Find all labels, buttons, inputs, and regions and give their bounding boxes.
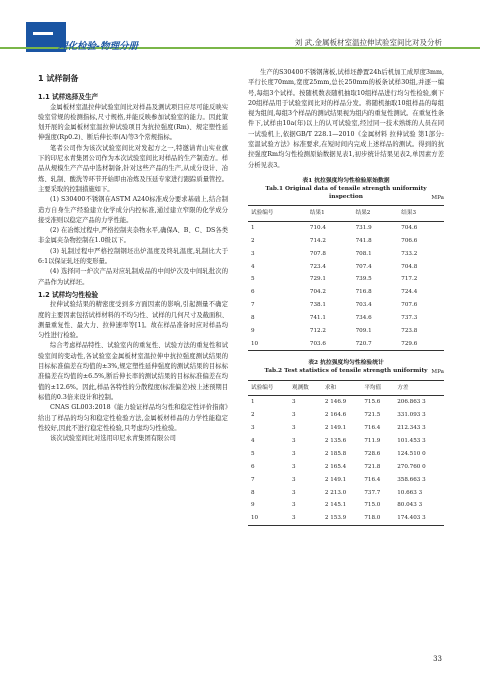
table-2-caption-en: Tab.2 Test statistics of tensile strength uniformity [264,368,428,375]
table-2-cell: 718.0 [361,512,394,525]
table-1-cell: 738.1 [309,302,326,309]
paragraph: 生产的S30400不锈钢薄板,试样坯静置24h后机加工成厚度3mm,平行长度70mm,宽度25mm,总长250mm的板条试样30组,并逐一编号,每组3个试样。按随机数表随机抽取10组样品进行均匀性检验,剩下20组样品用于试验室间比对的样品分发。将随机抽取10组样品的每组视为组间,每组3个样品的测试结果视为组内的重复性测试。在重复性条件下,试样由10a(年)以上的认可试验室,经过同一技术熟练的人员在同一试验机上,依据GB/T 228.1—2010《金属材料 拉伸试验 第1部分:室温试验方法》标准要求,在短时间内完成上述样品的测试。得到的抗拉强度Rm均匀性检测原始数据见表1,初步统计结果见表2,单因素方差分析见表3。 [248,69,444,169]
table-2-cell: 711.9 [364,438,381,445]
table-1-column-header: 结果1 [307,206,353,221]
paragraph: 笔者公司作为该次试验室间比对发起方之一,特邀请青山实业旗下的印尼永青集团公司作为本次试验室间比对样品的生产制造方。样品从规模生产产品中选材制备,针对这些产品的生产,从成分设计、冶炼、轧制、酸洗等环节开始即由冶炼及压延专家进行跟踪质量管控。主要采取的控制措施如下。 [38,144,228,193]
paragraph: 拉伸试验结果的精密度受到多方面因素的影响,引起测量不确定度的主要因素包括试样材料的不均匀性、试样的几何尺寸及截面积、测量重复性、最大力、拉伸速率等[1]。故在样品准备时应对样品均匀性进行检验。 [38,301,228,340]
table-2-cell: 716.4 [364,476,381,483]
table-1-cell: 3 [251,250,255,257]
table-1-cell: 724.4 [401,289,418,296]
page-number: 33 [433,655,442,663]
table-2-cell: 2 149.1 [324,476,347,483]
table-1-row [248,247,444,260]
table-2-cell: 721.5 [364,412,381,419]
table-2-cell: 3 [289,512,322,525]
table-2-cell: 270.760 0 [397,463,426,470]
table-2-cell: 124.510 0 [397,450,426,457]
paragraph: (4) 选择同一炉次产品对应轧制成品的中间炉次及中间轧批次的产品作为试样坯。 [38,268,228,286]
table-2-column-header: 方差 [394,380,444,395]
table-2-row [248,422,444,435]
table-1-cell: 2 [251,237,255,244]
table-2-cell: 2 153.9 [322,512,361,525]
table-1-unit: MPa [431,194,444,201]
table-1-row [248,234,444,247]
table-2-cell: 3 [291,425,296,432]
table-2-row [248,409,444,422]
table-2-unit: MPa [431,369,444,376]
table-2-cell: 101.453 3 [397,438,426,445]
paragraph: CNAS GL003:2018《能力验证样品均匀性和稳定性评价指南》给出了样品的均匀和稳定性检验方法,金属板材样品的力学性能稳定性较好,因此不进行稳定性检验,只考虑均匀性检验。 [38,404,228,432]
table-1-cell: 707.8 [309,250,326,257]
table-1-cell: 739.5 [355,276,372,283]
table-1-cell: 716.8 [355,289,372,296]
table-2-cell: 80.043 3 [397,502,423,509]
table-2-cell: 737.7 [364,489,381,496]
table-1-cell: 708.1 [355,250,372,257]
table-2-cell: 3 [291,412,296,419]
table-1-cell: 7 [251,302,255,309]
table-1-cell: 709.1 [355,327,372,334]
table-2-cell: 212.343 3 [397,425,426,432]
table-1 [248,177,444,352]
table-1-row [248,299,444,312]
table-1-column-header: 结果2 [353,206,399,221]
table-1-cell: 741.1 [309,315,326,322]
table-2-cell: 8 [251,489,255,496]
table-1-cell: 710.4 [309,224,326,231]
paragraph: (1) S30400不锈钢在ASTM A240标准成分要求基础上,结合制造方自身生产经验建立化学成分内控标准,通过建立窄限的化学成分接受准则以稳定产品的力学性能。 [38,196,228,224]
table-1-caption-en: Tab.1 Original data of tensile strength uniformity inspection [265,185,427,200]
table-2-cell: 2 164.6 [324,412,347,419]
table-2-cell: 3 [291,476,296,483]
table-1-cell: 5 [251,276,255,283]
table-1-cell: 706.6 [401,237,418,244]
table-1-cell: 704.2 [309,289,326,296]
table-2-row [248,473,444,486]
running-head: 刘 武,金属板材室温拉伸试验室间比对及分析 [294,38,442,47]
table-1-cell: 9 [251,327,255,334]
table-2 [248,359,444,526]
table-1-cell: 704.8 [401,263,418,270]
table-2-row [248,499,444,512]
left-column [38,68,228,444]
table-1-cell: 720.7 [353,338,399,351]
table-2-cell: 4 [251,438,255,445]
table-2-cell: 174.403 3 [394,512,444,525]
table-2-row [248,486,444,499]
table-1-cell: 1 [251,224,255,231]
table-2-cell: 3 [291,502,296,509]
table-1-cell: 6 [251,289,255,296]
table-2-cell: 10 [248,512,289,525]
table-2-cell: 2 185.8 [324,450,347,457]
table-1-row [248,273,444,286]
table-2-row [248,461,444,474]
table-2-cell: 5 [251,450,255,457]
table-1-cell: 733.2 [401,250,418,257]
table-2-row [248,512,444,525]
table-1-row [248,286,444,299]
table-1-cell: 712.2 [309,327,326,334]
right-column [248,68,444,526]
table-2-cell: 2 149.1 [324,425,347,432]
table-2-cell: 6 [251,463,255,470]
table-1-cell: 703.6 [307,338,353,351]
table-2-cell: 2 213.0 [324,489,347,496]
table-1-cell: 731.9 [355,224,372,231]
table-2-cell: 3 [291,438,296,445]
table-2-cell: 9 [251,502,255,509]
table-1-grid [248,205,444,351]
table-2-cell: 3 [251,425,255,432]
table-2-cell: 715.6 [364,399,381,406]
table-2-cell: 715.0 [364,502,381,509]
table-1-column-header: 试验编号 [248,206,307,221]
table-1-cell: 734.6 [355,315,372,322]
table-2-cell: 331.093 3 [397,412,426,419]
table-1-cell: 717.2 [401,276,418,283]
table-1-column-header: 结果3 [398,206,444,221]
table-2-row [248,435,444,448]
table-2-column-header: 观测数 [289,380,322,395]
table-1-cell: 4 [251,263,255,270]
table-1-cell: 729.1 [309,276,326,283]
table-2-column-header: 求和 [322,380,361,395]
table-2-cell: 3 [291,450,296,457]
table-1-cell: 741.8 [355,237,372,244]
table-2-column-header: 试验编号 [248,380,289,395]
subsection-heading: 1.1 试样选择及生产 [38,93,99,102]
table-2-cell: 2 145.1 [324,502,347,509]
table-2-cell: 1 [251,399,255,406]
page-header [0,0,480,60]
table-1-cell: 723.8 [401,327,418,334]
paragraph: (2) 在冶炼过程中,严格控制夹杂物水平,确保A、B、C、DS各类非金属夹杂物控制在1.0级以下。 [38,227,228,245]
section-heading: 1 试样制备 [38,74,79,83]
table-1-cell: 707.4 [355,263,372,270]
table-2-cell: 2 [251,412,255,419]
table-1-cell: 723.4 [309,263,326,270]
table-1-row [248,338,444,351]
table-2-column-header: 平均值 [361,380,394,395]
subsection-heading: 1.2 试样均匀性检验 [38,290,99,299]
table-2-cell: 716.4 [364,425,381,432]
table-2-cell: 3 [291,463,296,470]
table-2-cell: 2 165.4 [324,463,347,470]
table-1-cell: 714.2 [309,237,326,244]
table-1-cell: 707.6 [401,302,418,309]
table-2-cell: 3 [291,489,296,496]
table-2-cell: 7 [251,476,255,483]
paragraph: 该次试验室间比对选用印尼永青集团有限公司 [50,435,176,443]
paragraph: (3) 轧制过程中严格控制钢坯出炉温度及终轧温度,轧制比大于6:1以保证轧坯的变形量。 [38,247,228,266]
table-1-row [248,260,444,273]
table-1-cell: 8 [251,315,255,322]
table-2-cell: 3 [291,399,296,406]
table-2-cell: 2 146.9 [324,399,347,406]
table-2-row [248,448,444,461]
table-2-row [248,396,444,409]
table-2-cell: 728.6 [364,450,381,457]
table-2-cell: 358.663 3 [397,476,426,483]
table-2-cell: 721.8 [364,463,381,470]
paragraph: 综合考虑样品特性、试验室内的重复性、试验方法的重复性和试验室间的变动性,各试验室金属板材室温拉伸中抗拉强度测试结果的目标标准偏差在均值的±3%,规定塑性延伸强度的测试结果的目标标准偏差在均值的±6.5%,断后伸长率的测试结果的目标标准偏差在均值的±12.6%。因此,样品各特性的分散程度(标准偏差)按上述预期目标值的0.3倍来设计和控制。 [38,342,228,401]
table-1-row [248,221,444,234]
journal-title: 理化检验-物理分册 [58,41,138,52]
table-2-cell: 206.863 3 [397,399,426,406]
table-2-cell: 10.663 3 [397,489,423,496]
table-2-grid [248,380,444,526]
table-1-row [248,312,444,325]
table-1-cell: 729.6 [398,338,444,351]
table-1-cell: 704.6 [401,224,418,231]
paragraph: 金属板材室温拉伸试验室间比对样品及测试项目应尽可能反映实验室常规的检测指标,尺寸规格,并能反映参加试验室的能力。因此策划开展的金属板材室温拉伸试验项目为抗拉强度(Rm)、规定塑性延伸强度(Rp0.2)、断后伸长率(A)等3个常规指标。 [38,103,228,142]
table-1-cell: 703.4 [355,302,372,309]
table-1-caption: 表1 抗拉强度均匀性检验原始数据 [302,177,390,184]
table-1-cell: 737.3 [401,315,418,322]
table-2-cell: 2 135.6 [324,438,347,445]
table-2-caption: 表2 抗拉强度均匀性检验统计 [308,360,384,367]
table-1-cell: 10 [248,338,307,351]
table-1-row [248,325,444,338]
